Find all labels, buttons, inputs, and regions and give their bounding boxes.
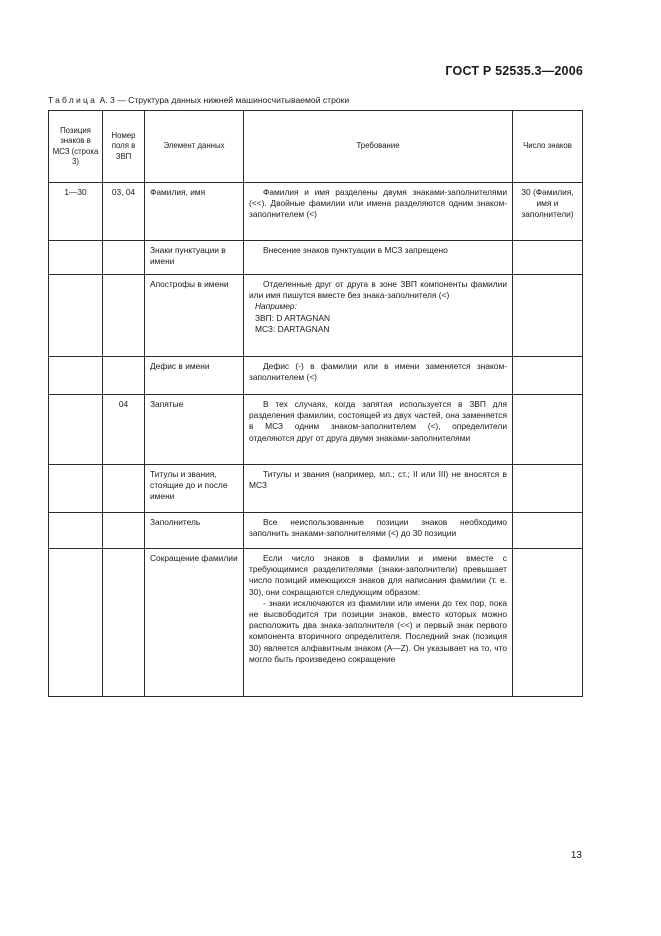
requirement-text: Фамилия и имя разделены двумя знаками-заполнителями (<<). Двойные фамилии или имена разделяются одним знаком-заполнителем (<) bbox=[249, 187, 507, 220]
cell-position bbox=[49, 513, 103, 549]
cell-field bbox=[103, 549, 145, 697]
data-structure-table bbox=[48, 110, 583, 697]
header-field-number: Номер поля в ЗВП bbox=[103, 111, 145, 183]
example-vip: ЗВП: D ARTAGNAN bbox=[255, 312, 330, 323]
cell-requirement bbox=[244, 465, 513, 513]
table-row bbox=[49, 465, 583, 513]
cell-count bbox=[513, 513, 583, 549]
cell-element: Дефис в имени bbox=[145, 357, 244, 395]
cell-field bbox=[103, 275, 145, 357]
cell-requirement bbox=[244, 549, 513, 697]
cell-element: Титулы и звания, стоящие до и после имени bbox=[145, 465, 244, 513]
cell-element: Запятые bbox=[145, 395, 244, 465]
cell-position bbox=[49, 275, 103, 357]
table-row bbox=[49, 549, 583, 697]
example-mrz: МСЗ: DARTAGNAN bbox=[255, 323, 330, 334]
cell-count: 30 (Фамилия, имя и заполнители) bbox=[513, 183, 583, 241]
cell-requirement bbox=[244, 275, 513, 357]
cell-count bbox=[513, 241, 583, 275]
cell-element: Сокращение фамилии bbox=[145, 549, 244, 697]
cell-requirement bbox=[244, 513, 513, 549]
cell-position bbox=[49, 465, 103, 513]
requirement-text: В тех случаях, когда запятая используется в ЗВП для разделения фамилии, состоящей из двух частей, она заменяется в МСЗ одним знаком-заполнителем (<), определители отделяются друг от друга двумя знаками-заполнителями bbox=[249, 399, 507, 443]
cell-field: 03, 04 bbox=[103, 183, 145, 241]
example-label: Например: bbox=[255, 301, 297, 312]
table-row bbox=[49, 275, 583, 357]
cell-requirement bbox=[244, 241, 513, 275]
requirement-text: Дефис (-) в фамилии или в имени заменяется знаком-заполнителем (<) bbox=[249, 361, 507, 383]
requirement-text: Внесение знаков пунктуации в МСЗ запрещено bbox=[263, 245, 448, 255]
requirement-text: Если число знаков в фамилии и имени вместе с требующимися разделителями (знаки-заполнители) превышает число позиций имеющихся знаков для написания фамилии (т. е. 30), они сокращаются следующим образом: bbox=[249, 553, 507, 597]
cell-element: Знаки пунктуации в имени bbox=[145, 241, 244, 275]
caption-prefix: Таблица bbox=[48, 95, 98, 105]
table-row bbox=[49, 241, 583, 275]
cell-field: 04 bbox=[103, 395, 145, 465]
table-row bbox=[49, 513, 583, 549]
header-position: Позиция знаков в МСЗ (строка 3) bbox=[49, 111, 103, 183]
cell-position bbox=[49, 395, 103, 465]
cell-element: Фамилия, имя bbox=[145, 183, 244, 241]
cell-field bbox=[103, 357, 145, 395]
cell-count bbox=[513, 549, 583, 697]
caption-number: А. 3 bbox=[99, 95, 115, 105]
cell-requirement bbox=[244, 183, 513, 241]
cell-count bbox=[513, 275, 583, 357]
table-row bbox=[49, 183, 583, 241]
table-row bbox=[49, 395, 583, 465]
cell-requirement bbox=[244, 357, 513, 395]
table-row bbox=[49, 357, 583, 395]
caption-title: — Структура данных нижней машиносчитываемой строки bbox=[117, 95, 350, 105]
cell-position: 1—30 bbox=[49, 183, 103, 241]
requirement-text: Все неиспользованные позиции знаков необходимо заполнить знаками-заполнителями (<) до 30 позиции bbox=[249, 517, 507, 539]
cell-element: Апострофы в имени bbox=[145, 275, 244, 357]
cell-count bbox=[513, 395, 583, 465]
document-code: ГОСТ Р 52535.3—2006 bbox=[445, 64, 583, 78]
header-data-element: Элемент данных bbox=[145, 111, 244, 183]
cell-element: Заполнитель bbox=[145, 513, 244, 549]
table-header-row bbox=[49, 111, 583, 183]
cell-position bbox=[49, 241, 103, 275]
cell-position bbox=[49, 549, 103, 697]
requirement-text: Титулы и звания (например, мл.; ст.; II или III) не вносятся в МСЗ bbox=[249, 469, 507, 491]
header-char-count: Число знаков bbox=[513, 111, 583, 183]
page-number: 13 bbox=[570, 850, 582, 861]
requirement-text: Отделенные друг от друга в зоне ЗВП компоненты фамилии или имя пишутся вместе без знака-заполнителя (<) bbox=[249, 279, 507, 301]
header-requirement: Требование bbox=[244, 111, 513, 183]
cell-requirement bbox=[244, 395, 513, 465]
cell-field bbox=[103, 465, 145, 513]
cell-field bbox=[103, 513, 145, 549]
cell-count bbox=[513, 357, 583, 395]
cell-position bbox=[49, 357, 103, 395]
cell-count bbox=[513, 465, 583, 513]
requirement-text-continued: - знаки исключаются из фамилии или имени до тех пор, пока не высвободится три позиции знаков, вместо которых можно расположить два знака-заполнителя (<<) и первый знак первого компонента вторичного определителя. Последний знак (позиция 30) является алфавитным знаком (А—Z). Он указывает на то, что могло быть произведено сокращение bbox=[249, 597, 507, 664]
table-caption bbox=[48, 95, 349, 105]
cell-field bbox=[103, 241, 145, 275]
